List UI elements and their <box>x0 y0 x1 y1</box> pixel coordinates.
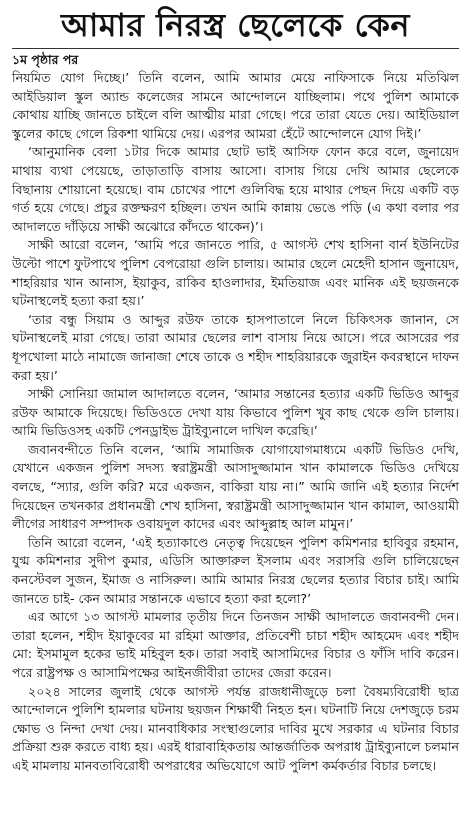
article-paragraph: ‘আনুমানিক বেলা ১টার দিকে আমার ছোট ভাই আসিফ ফোন করে বলে, জুনায়েদ মাথায় ব্যথা পেয়েছে, তাড়াতাড়ি বাসায় আসো। বাসায় গিয়ে দেখি আমার ছেলেকে বিছানায় শোয়ানো হয়েছে। বাম চোখের পাশে গুলিবিদ্ধ হয়ে মাথার পেছন দিয়ে একটি বড় গর্ত হয়ে গেছে। প্রচুর রক্তক্ষরণ হচ্ছিল। তখন আমি কান্নায় ভেঙে পড়ি (এ কথা বলার পর আদালতে দাঁড়িয়ে সাক্ষী অঝোরে কাঁদতে থাকেন)’। <box>12 144 459 234</box>
article-paragraph: এর আগে ১৩ আগস্ট মামলার তৃতীয় দিনে তিনজন সাক্ষী আদালতে জবানবন্দী দেন। তারা হলেন, শহীদ ইয়াকুবের মা রহিমা আক্তার, প্রতিবেশী চাচা শহীদ আহমেদ এবং শহীদ মো: ইসমামুল হকের ভাই মহিবুল হক। তারা সবাই আসামিদের বিচার ও ফাঁসি দাবি করেন। পরে রাষ্ট্রপক্ষ ও আসামিপক্ষের আইনজীবীরা তাদের জেরা করেন। <box>12 609 459 680</box>
article-paragraph: নিয়মিত যোগ দিচ্ছে।’ তিনি বলেন, আমি আমার মেয়ে নাফিসাকে নিয়ে মতিঝিল আইডিয়াল স্কুল অ্যান্ড কলেজের সামনে আন্দোলনে যাচ্ছিলাম। পথে পুলিশ আমাকে কোথায় যাচ্ছি জানতে চাইলে বলি আত্মীয় মারা গেছে। পরে তারা যেতে দেয়। আইডিয়াল স্কুলের কাছে গেলে রিকশা থামিয়ে দেয়। এরপর আমরা হেঁটে আন্দোলনে যোগ দিই।’ <box>12 70 459 141</box>
article-paragraph: ‘তার বন্ধু সিয়াম ও আব্দুর রউফ তাকে হাসপাতালে নিলে চিকিৎসক জানান, সে ঘটনাস্থলেই মারা গেছে। তারা আমার ছেলের লাশ বাসায় নিয়ে আসে। পরে আসরের পর ধূপখোলা মাঠে নামাজে জানাজা শেষে তাকে ও শহীদ শাহরিয়ারকে জুরাইন কবরস্থানে দাফন করা হয়।’ <box>12 311 459 383</box>
article-paragraph: সাক্ষী আরো বলেন, ‘আমি পরে জানতে পারি, ৫ আগস্ট শেখ হাসিনা বার্ন ইউনিটের উল্টো পাশে ফুটপাথে পুলিশ বেপরোয়া গুলি চালায়। আমার ছেলে মেহেদী হাসান জুনায়েদ, শাহরিয়ার খান আনাস, ইয়াকুব, রাকিব হাওলাদার, ইমতিয়াজ এবং মানিক এই ছয়জনকে ঘটনাস্থলেই হত্যা করা হয়।’ <box>12 237 459 309</box>
article-body <box>12 69 459 776</box>
headline-divider <box>12 48 459 49</box>
continued-from-label: ১ম পৃষ্ঠার পর <box>12 52 79 67</box>
article-paragraph: জবানবন্দীতে তিনি বলেন, ‘আমি সামাজিক যোগাযোগমাধ্যমে একটি ভিডিও দেখি, যেখানে একজন পুলিশ সদস্য স্বরাষ্ট্রমন্ত্রী আসাদুজ্জামান খান কামালকে ভিডিও দেখিয়ে বলছে, “স্যার, গুলি করি? মরে একজন, বাকিরা যায় না।” আমি জানি এই হত্যার নির্দেশ দিয়েছেন তখনকার প্রধানমন্ত্রী শেখ হাসিনা, স্বরাষ্ট্রমন্ত্রী আসাদুজ্জামান খান কামাল, আওয়ামী লীগের সাধারণ সম্পাদক ওবায়দুল কাদের এবং আব্দুল্লাহ আল মামুন।’ <box>12 441 459 532</box>
article-paragraph: তিনি আরো বলেন, ‘এই হত্যাকাণ্ডে নেতৃত্ব দিয়েছেন পুলিশ কমিশনার হাবিবুর রহমান, যুগ্ম কমিশনার সুদীপ কুমার, এডিসি আক্তারুল ইসলাম এবং সরাসরি গুলি চালিয়েছেন কনস্টেবল সুজন, ইমাজ ও নাসিরুল। আমি আমার নিরস্ত্র ছেলের হত্যার বিচার চাই। আমি জানতে চাই- কেন আমার সন্তানকে এভাবে হত্যা করা হলো?’ <box>12 534 459 606</box>
article-paragraph: ২০২৪ সালের জুলাই থেকে আগস্ট পর্যন্ত রাজধানীজুড়ে চলা বৈষম্যবিরোধী ছাত্র আন্দোলনে পুলিশি হামলার ঘটনায় ছয়জন শিক্ষার্থী নিহত হন। ঘটনাটি নিয়ে দেশজুড়ে চরম ক্ষোভ ও নিন্দা দেখা দেয়। মানবাধিকার সংস্থাগুলোর দাবির মুখে সরকার এ ঘটনার বিচার প্রক্রিয়া শুরু করতে বাধ্য হয়। এরই ধারাবাহিকতায় আন্তর্জাতিক অপরাধ ট্রাইব্যুনালে চলমান এই মামলায় মানবতাবিরোধী অপরাধের অভিযোগে আট পুলিশ কর্মকর্তার বিচার চলছে। <box>12 683 459 773</box>
article-headline: আমার নিরস্ত্র ছেলেকে কেন <box>60 6 411 44</box>
article-paragraph: সাক্ষী সোনিয়া জামাল আদালতে বলেন, ‘আমার সন্তানের হত্যার একটি ভিডিও আব্দুর রউফ আমাকে দিয়েছে। ভিডিওতে দেখা যায় কিভাবে পুলিশ খুব কাছ থেকে গুলি চালায়। আমি ভিডিওসহ একটি পেনড্রাইভ ট্রাইব্যুনালে দাখিল করেছি।’ <box>12 386 459 439</box>
